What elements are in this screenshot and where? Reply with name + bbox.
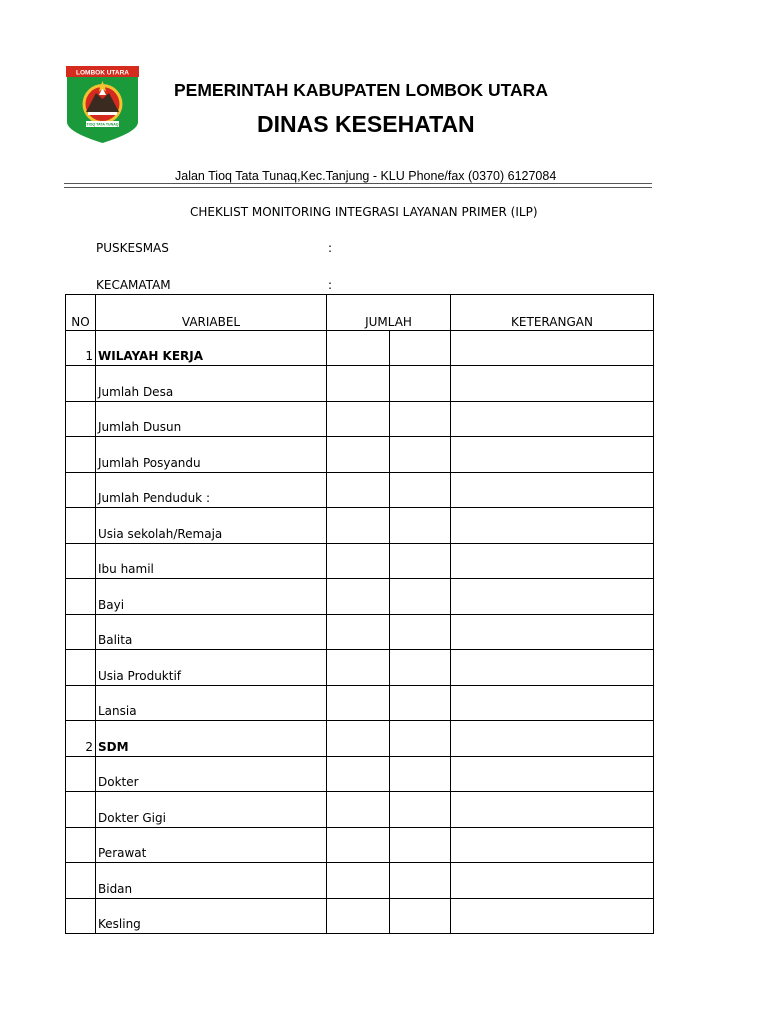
cell-variabel: Jumlah Desa bbox=[96, 366, 327, 402]
address-line: Jalan Tioq Tata Tunaq,Kec.Tanjung - KLU Phone/fax (0370) 6127084 bbox=[175, 169, 557, 183]
table-row bbox=[66, 614, 654, 650]
cell-jumlah-b[interactable] bbox=[390, 579, 451, 615]
header-divider bbox=[64, 183, 652, 184]
emblem-motto: TIOQ TATA TUNAQ bbox=[86, 122, 119, 127]
cell-variabel: Bidan bbox=[96, 863, 327, 899]
cell-no: 1 bbox=[66, 330, 96, 366]
emblem-text: LOMBOK UTARA bbox=[76, 69, 129, 77]
table-row bbox=[66, 543, 654, 579]
cell-no bbox=[66, 756, 96, 792]
cell-jumlah-b[interactable] bbox=[390, 437, 451, 473]
cell-no bbox=[66, 579, 96, 615]
table-row bbox=[66, 685, 654, 721]
cell-no bbox=[66, 650, 96, 686]
cell-variabel: Usia Produktif bbox=[96, 650, 327, 686]
cell-jumlah-b[interactable] bbox=[390, 330, 451, 366]
cell-jumlah-a[interactable] bbox=[327, 792, 390, 828]
table-row bbox=[66, 366, 654, 402]
cell-jumlah-a[interactable] bbox=[327, 614, 390, 650]
cell-jumlah-b[interactable] bbox=[390, 863, 451, 899]
cell-keterangan[interactable] bbox=[451, 330, 654, 366]
cell-no bbox=[66, 685, 96, 721]
cell-variabel: Dokter bbox=[96, 756, 327, 792]
table-row bbox=[66, 721, 654, 757]
field-colon: : bbox=[328, 241, 333, 255]
cell-keterangan[interactable] bbox=[451, 543, 654, 579]
table-row bbox=[66, 508, 654, 544]
header-no: NO bbox=[66, 295, 96, 331]
cell-jumlah-a[interactable] bbox=[327, 472, 390, 508]
table-row bbox=[66, 579, 654, 615]
cell-keterangan[interactable] bbox=[451, 579, 654, 615]
cell-no bbox=[66, 898, 96, 934]
cell-jumlah-a[interactable] bbox=[327, 366, 390, 402]
cell-jumlah-a[interactable] bbox=[327, 579, 390, 615]
cell-jumlah-a[interactable] bbox=[327, 721, 390, 757]
cell-jumlah-b[interactable] bbox=[390, 756, 451, 792]
cell-variabel: Kesling bbox=[96, 898, 327, 934]
cell-no bbox=[66, 366, 96, 402]
cell-no bbox=[66, 508, 96, 544]
field-puskesmas[interactable] bbox=[96, 241, 333, 255]
field-kecamatan[interactable] bbox=[96, 278, 333, 292]
table-row bbox=[66, 401, 654, 437]
cell-keterangan[interactable] bbox=[451, 827, 654, 863]
table-row bbox=[66, 792, 654, 828]
cell-keterangan[interactable] bbox=[451, 863, 654, 899]
cell-variabel: WILAYAH KERJA bbox=[96, 330, 327, 366]
cell-jumlah-a[interactable] bbox=[327, 650, 390, 686]
cell-jumlah-b[interactable] bbox=[390, 721, 451, 757]
cell-jumlah-a[interactable] bbox=[327, 330, 390, 366]
cell-variabel: Usia sekolah/Remaja bbox=[96, 508, 327, 544]
cell-keterangan[interactable] bbox=[451, 472, 654, 508]
cell-no bbox=[66, 614, 96, 650]
cell-keterangan[interactable] bbox=[451, 401, 654, 437]
field-colon: : bbox=[328, 278, 333, 292]
cell-no bbox=[66, 543, 96, 579]
table-row bbox=[66, 898, 654, 934]
cell-variabel: Jumlah Penduduk : bbox=[96, 472, 327, 508]
cell-keterangan[interactable] bbox=[451, 792, 654, 828]
header-keterangan: KETERANGAN bbox=[451, 295, 654, 331]
header-jumlah: JUMLAH bbox=[327, 295, 451, 331]
header-variabel: VARIABEL bbox=[96, 295, 327, 331]
cell-variabel: Dokter Gigi bbox=[96, 792, 327, 828]
lombok-utara-emblem-icon bbox=[66, 66, 139, 144]
table-row bbox=[66, 472, 654, 508]
table-header-row bbox=[66, 295, 654, 331]
cell-no bbox=[66, 792, 96, 828]
cell-no bbox=[66, 863, 96, 899]
cell-jumlah-b[interactable] bbox=[390, 650, 451, 686]
cell-jumlah-b[interactable] bbox=[390, 543, 451, 579]
cell-jumlah-a[interactable] bbox=[327, 898, 390, 934]
table-row bbox=[66, 650, 654, 686]
checklist-table bbox=[65, 294, 654, 934]
cell-jumlah-a[interactable] bbox=[327, 685, 390, 721]
cell-keterangan[interactable] bbox=[451, 614, 654, 650]
table-row bbox=[66, 756, 654, 792]
cell-keterangan[interactable] bbox=[451, 508, 654, 544]
cell-keterangan[interactable] bbox=[451, 721, 654, 757]
cell-keterangan[interactable] bbox=[451, 650, 654, 686]
cell-no bbox=[66, 401, 96, 437]
cell-jumlah-b[interactable] bbox=[390, 401, 451, 437]
cell-jumlah-b[interactable] bbox=[390, 685, 451, 721]
cell-keterangan[interactable] bbox=[451, 437, 654, 473]
department-title: DINAS KESEHATAN bbox=[257, 111, 475, 137]
cell-keterangan[interactable] bbox=[451, 898, 654, 934]
cell-variabel: Lansia bbox=[96, 685, 327, 721]
table-row bbox=[66, 437, 654, 473]
government-title: PEMERINTAH KABUPATEN LOMBOK UTARA bbox=[174, 80, 548, 100]
cell-keterangan[interactable] bbox=[451, 685, 654, 721]
table-row bbox=[66, 330, 654, 366]
cell-jumlah-b[interactable] bbox=[390, 614, 451, 650]
cell-variabel: Balita bbox=[96, 614, 327, 650]
header-divider-thin bbox=[64, 187, 652, 188]
cell-no bbox=[66, 472, 96, 508]
cell-jumlah-b[interactable] bbox=[390, 898, 451, 934]
cell-variabel: Jumlah Posyandu bbox=[96, 437, 327, 473]
cell-jumlah-a[interactable] bbox=[327, 401, 390, 437]
document-title: CHEKLIST MONITORING INTEGRASI LAYANAN PRIMER (ILP) bbox=[190, 205, 538, 219]
field-label: KECAMATAM bbox=[96, 278, 171, 292]
cell-jumlah-a[interactable] bbox=[327, 756, 390, 792]
cell-variabel: Perawat bbox=[96, 827, 327, 863]
cell-keterangan[interactable] bbox=[451, 756, 654, 792]
cell-jumlah-b[interactable] bbox=[390, 792, 451, 828]
cell-jumlah-a[interactable] bbox=[327, 827, 390, 863]
cell-jumlah-a[interactable] bbox=[327, 437, 390, 473]
cell-jumlah-a[interactable] bbox=[327, 863, 390, 899]
cell-no bbox=[66, 827, 96, 863]
table-row bbox=[66, 827, 654, 863]
cell-jumlah-b[interactable] bbox=[390, 508, 451, 544]
cell-variabel: Jumlah Dusun bbox=[96, 401, 327, 437]
cell-variabel: Bayi bbox=[96, 579, 327, 615]
cell-keterangan[interactable] bbox=[451, 366, 654, 402]
cell-jumlah-b[interactable] bbox=[390, 472, 451, 508]
cell-jumlah-a[interactable] bbox=[327, 508, 390, 544]
cell-jumlah-b[interactable] bbox=[390, 366, 451, 402]
cell-variabel: SDM bbox=[96, 721, 327, 757]
table-row bbox=[66, 863, 654, 899]
cell-no bbox=[66, 437, 96, 473]
cell-jumlah-a[interactable] bbox=[327, 543, 390, 579]
cell-variabel: Ibu hamil bbox=[96, 543, 327, 579]
cell-jumlah-b[interactable] bbox=[390, 827, 451, 863]
field-label: PUSKESMAS bbox=[96, 241, 169, 255]
cell-no: 2 bbox=[66, 721, 96, 757]
